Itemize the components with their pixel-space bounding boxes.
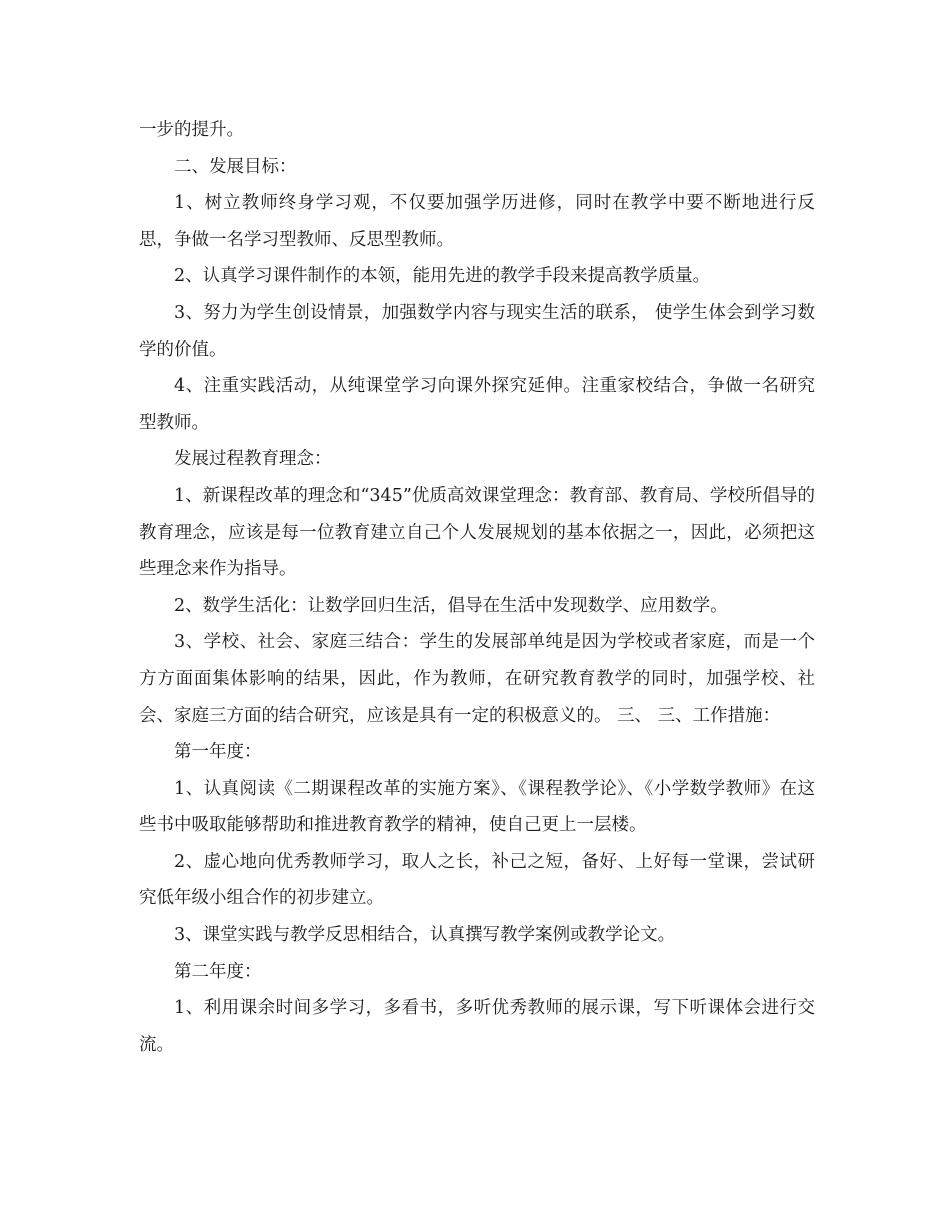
goal-item-3: 3、努力为学生创设情景，加强数学内容与现实生活的联系， 使学生体会到学习数学的价值。 xyxy=(139,302,815,360)
section-heading-philosophy: 发展过程教育理念： xyxy=(174,449,332,470)
year-1-item-3: 3、课堂实践与教学反思相结合，认真撰写教学案例或教学论文。 xyxy=(174,925,676,946)
document-body xyxy=(139,112,815,1063)
goal-item-4: 4、注重实践活动，从纯课堂学习向课外探究延伸。注重家校结合，争做一名研究型教师。 xyxy=(139,376,815,433)
year-1-item-1: 1、认真阅读《二期课程改革的实施方案》、《课程教学论》、《小学数学教师》在这些书中吸取能够帮助和推进教育教学的精神，使自己更上一层楼。 xyxy=(139,778,815,836)
year-2-item-1: 1、利用课余时间多学习，多看书，多听优秀教师的展示课，写下听课体会进行交流。 xyxy=(139,998,815,1055)
goal-item-1: 1、树立教师终身学习观，不仅要加强学历进修，同时在教学中要不断地进行反思，争做一名学习型教师、反思型教师。 xyxy=(139,193,815,250)
year-1-item-2: 2、虚心地向优秀教师学习，取人之长，补己之短，备好、上好每一堂课，尝试研究低年级小组合作的初步建立。 xyxy=(139,851,815,909)
section-heading-goals: 二、发展目标： xyxy=(174,156,297,177)
goal-item-2: 2、认真学习课件制作的本领，能用先进的教学手段来提高教学质量。 xyxy=(174,266,711,287)
philosophy-item-1: 1、新课程改革的理念和“345”优质高效课堂理念：教育部、教育局、学校所倡导的教育理念，应该是每一位教育建立自己个人发展规划的基本依据之一，因此，必须把这些理念来作为指导。 xyxy=(139,485,815,580)
philosophy-item-2: 2、数学生活化：让数学回归生活，倡导在生活中发现数学、应用数学。 xyxy=(174,595,728,616)
paragraph-continuation: 一步的提升。 xyxy=(139,120,244,140)
philosophy-item-3: 3、学校、社会、家庭三结合：学生的发展部单纯是因为学校或者家庭，而是一个方方面面集体影响的结果，因此，作为教师，在研究教育教学的同时，加强学校、社会、家庭三方面的结合研究，应该是具有一定的积极意义的。 三、 三、工作措施： xyxy=(139,632,815,726)
section-heading-year-2: 第二年度： xyxy=(174,961,262,982)
section-heading-year-1: 第一年度： xyxy=(174,742,262,763)
